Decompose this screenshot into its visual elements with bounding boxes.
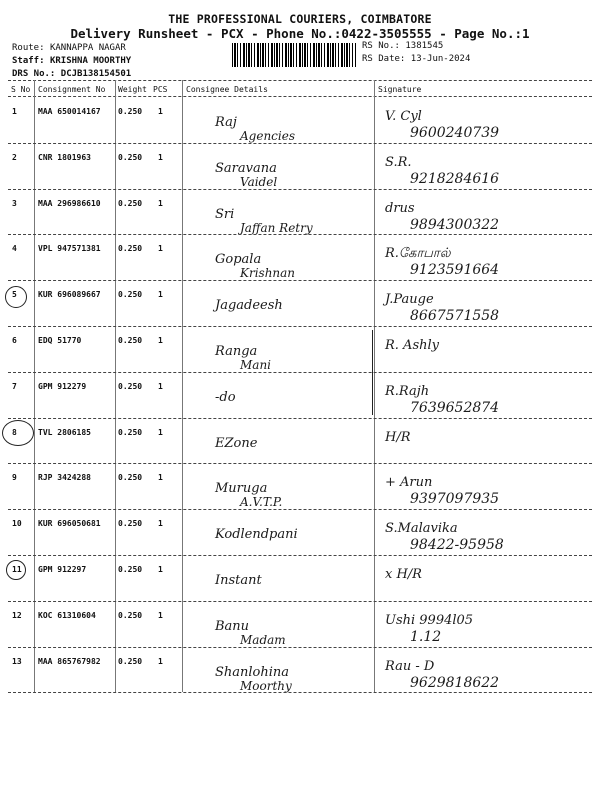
row-consignee-name-line2: Krishnan xyxy=(240,266,296,280)
header-bottom-rule xyxy=(8,96,592,97)
row-divider xyxy=(8,280,592,281)
row-sno: 8 xyxy=(12,428,17,437)
row-divider xyxy=(8,418,592,419)
row-consignee-name: EZone xyxy=(215,436,258,451)
row-consignee-name-line2: Jaffan Retry xyxy=(240,221,313,235)
row-consignee-name-line2: Madam xyxy=(240,633,286,647)
row-consignee-name-line2: Vaidel xyxy=(240,175,278,189)
staff-line: Staff: KRISHNA MOORTHY xyxy=(12,56,132,66)
row-sno: 3 xyxy=(12,199,17,208)
route-line: Route: KANNAPPA NAGAR xyxy=(12,43,126,53)
row-weight: 0.250 xyxy=(118,244,143,253)
row-sno: 13 xyxy=(12,657,22,666)
col-header-details: Consignee Details xyxy=(186,85,268,94)
row-signature: x H/R xyxy=(385,567,422,582)
row-consignee-name: Muruga xyxy=(215,481,268,496)
row-weight: 0.250 xyxy=(118,473,143,482)
row-signature: Ushi 9994l05 xyxy=(385,613,474,628)
row-signature-phone: 7639652874 xyxy=(410,400,500,416)
row-signature-phone: 9894300322 xyxy=(410,217,500,233)
row-sno: 11 xyxy=(12,565,22,574)
col-header-sno: S No xyxy=(11,85,31,94)
row-sno: 4 xyxy=(12,244,17,253)
row-sno: 5 xyxy=(12,290,17,299)
row-consignment-no: GPM 912279 xyxy=(38,382,87,391)
row-signature: R. Ashly xyxy=(385,338,439,353)
rs-date-value: 13-Jun-2024 xyxy=(410,54,471,64)
row-consignment-no: VPL 947571381 xyxy=(38,244,101,253)
row-consignee-name: Kodlendpani xyxy=(215,527,298,542)
row-signature: V. Cyl xyxy=(385,109,422,124)
row-signature: J.Pauge xyxy=(385,292,434,307)
row-consignee-name: Raj xyxy=(215,115,237,130)
row-consignee-name: Ranga xyxy=(215,344,258,359)
drs-value: DCJB138154501 xyxy=(60,69,132,79)
row-pcs: 1 xyxy=(158,107,163,116)
row-sno: 12 xyxy=(12,611,22,620)
row-consignment-no: TVL 2806185 xyxy=(38,428,91,437)
row-divider xyxy=(8,372,592,373)
sno-11-circle xyxy=(6,560,26,580)
barcode xyxy=(232,43,356,67)
row-weight: 0.250 xyxy=(118,611,143,620)
row-weight: 0.250 xyxy=(118,657,143,666)
row-pcs: 1 xyxy=(158,244,163,253)
row-consignment-no: EDQ 51770 xyxy=(38,336,82,345)
row-consignee-name: Gopala xyxy=(215,252,262,267)
row-consignee-name: -do xyxy=(215,390,236,405)
row-pcs: 1 xyxy=(158,153,163,162)
col-header-signature: Signature xyxy=(378,85,422,94)
row-weight: 0.250 xyxy=(118,153,143,162)
row-consignee-name-line2: Mani xyxy=(240,358,272,372)
row-weight: 0.250 xyxy=(118,519,143,528)
row-divider xyxy=(8,647,592,648)
row-signature: R.கோபால் xyxy=(385,246,451,261)
staff-value: KRISHNA MOORTHY xyxy=(49,56,132,66)
row-consignee-name: Banu xyxy=(215,619,250,634)
drs-line: DRS No.: DCJB138154501 xyxy=(12,69,132,79)
col-header-consignment: Consignment No xyxy=(38,85,106,94)
row-signature: R.Rajh xyxy=(385,384,430,399)
row-pcs: 1 xyxy=(158,336,163,345)
header-top-rule xyxy=(8,80,592,81)
row-sno: 2 xyxy=(12,153,17,162)
row-divider xyxy=(8,234,592,235)
row-signature-phone: 9218284616 xyxy=(410,171,500,187)
row-divider xyxy=(8,189,592,190)
row-weight: 0.250 xyxy=(118,428,143,437)
row-divider xyxy=(8,692,592,693)
row-pcs: 1 xyxy=(158,657,163,666)
row-pcs: 1 xyxy=(158,611,163,620)
row-consignee-name-line2: Agencies xyxy=(240,129,295,143)
row-consignment-no: CNR 1801963 xyxy=(38,153,91,162)
row-pcs: 1 xyxy=(158,519,163,528)
sno-5-circle xyxy=(5,286,27,308)
row-signature-phone: 9600240739 xyxy=(410,125,500,141)
row-divider xyxy=(8,509,592,510)
route-staff-block xyxy=(12,42,131,81)
rs-date-line: RS Date: 13-Jun-2024 xyxy=(362,54,471,64)
row-consignment-no: GPM 912297 xyxy=(38,565,87,574)
row-sno: 7 xyxy=(12,382,17,391)
company-title: THE PROFESSIONAL COURIERS, COIMBATORE xyxy=(168,12,432,26)
row-weight: 0.250 xyxy=(118,199,143,208)
row-pcs: 1 xyxy=(158,473,163,482)
row-divider xyxy=(8,326,592,327)
row-pcs: 1 xyxy=(158,382,163,391)
row-consignment-no: KUR 696089667 xyxy=(38,290,101,299)
rs-no-line: RS No.: 1381545 xyxy=(362,41,444,51)
row-divider xyxy=(8,143,592,144)
row-divider xyxy=(8,463,592,464)
row-signature: S.Malavika xyxy=(385,521,458,536)
row-signature-phone: 8667571558 xyxy=(410,308,500,324)
sno-8-circle xyxy=(2,420,34,446)
row-consignment-no: MAA 865767982 xyxy=(38,657,101,666)
row-consignee-name: Sri xyxy=(215,207,235,222)
rs-no-value: 1381545 xyxy=(405,41,444,51)
row-divider xyxy=(8,555,592,556)
row-signature-phone: 9397097935 xyxy=(410,491,500,507)
row-weight: 0.250 xyxy=(118,290,143,299)
row-consignee-name-line2: A.V.T.P. xyxy=(240,495,283,509)
row-pcs: 1 xyxy=(158,428,163,437)
row-sno: 6 xyxy=(12,336,17,345)
row-signature-phone: 9123591664 xyxy=(410,262,500,278)
row-sno: 10 xyxy=(12,519,22,528)
row-consignment-no: MAA 296986610 xyxy=(38,199,101,208)
row-consignment-no: KOC 61310604 xyxy=(38,611,96,620)
row-signature: + Arun xyxy=(385,475,433,490)
route-value: KANNAPPA NAGAR xyxy=(49,43,126,53)
runsheet-subtitle: Delivery Runsheet - PCX - Phone No.:0422-3505555 - Page No.:1 xyxy=(70,26,530,41)
col-header-pcs: PCS xyxy=(153,85,168,94)
row-consignee-name-line2: Moorthy xyxy=(240,679,292,693)
bracket-line xyxy=(372,330,373,415)
row-pcs: 1 xyxy=(158,565,163,574)
row-signature-phone: 98422-95958 xyxy=(410,537,504,553)
row-signature-phone: 1.12 xyxy=(410,629,442,645)
row-pcs: 1 xyxy=(158,290,163,299)
row-weight: 0.250 xyxy=(118,336,143,345)
row-consignment-no: KUR 696050681 xyxy=(38,519,101,528)
row-pcs: 1 xyxy=(158,199,163,208)
row-consignment-no: RJP 3424288 xyxy=(38,473,91,482)
row-signature-phone: 9629818622 xyxy=(410,675,500,691)
row-signature: S.R. xyxy=(385,155,412,170)
row-consignment-no: MAA 650014167 xyxy=(38,107,101,116)
row-weight: 0.250 xyxy=(118,107,143,116)
row-consignee-name: Jagadeesh xyxy=(215,298,283,313)
row-sno: 1 xyxy=(12,107,17,116)
row-consignee-name: Shanlohina xyxy=(215,665,290,680)
row-weight: 0.250 xyxy=(118,565,143,574)
row-weight: 0.250 xyxy=(118,382,143,391)
row-sno: 9 xyxy=(12,473,17,482)
row-divider xyxy=(8,601,592,602)
row-consignee-name: Instant xyxy=(215,573,262,588)
row-consignee-name: Saravana xyxy=(215,161,277,176)
rs-block xyxy=(362,40,470,66)
row-signature: drus xyxy=(385,201,415,216)
col-header-weight: Weight xyxy=(118,85,147,94)
row-signature: H/R xyxy=(385,430,411,445)
row-signature: Rau - D xyxy=(385,659,435,674)
